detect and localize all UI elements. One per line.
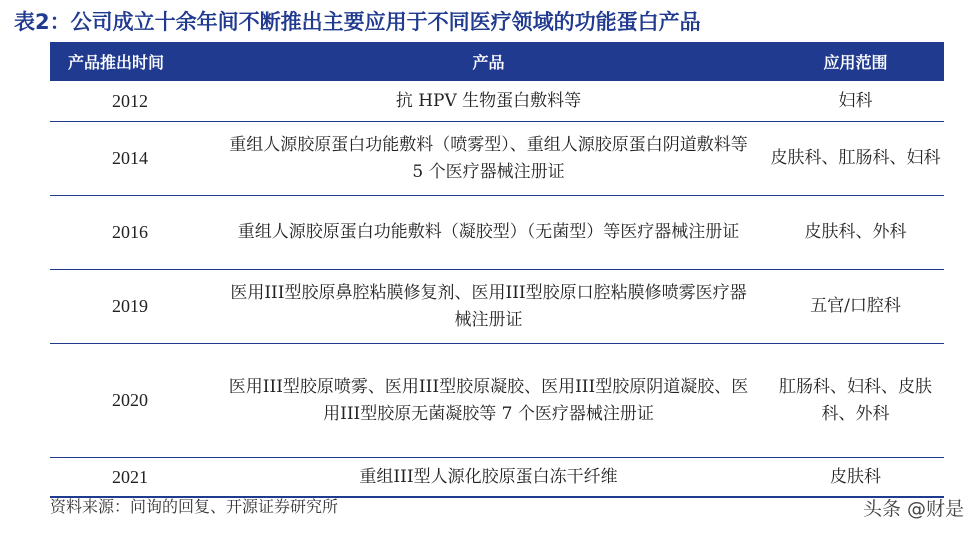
- cell-product: 抗 HPV 生物蛋白敷料等: [210, 81, 767, 122]
- cell-scope: 皮肤科、肛肠科、妇科: [767, 122, 944, 196]
- table-row: [50, 122, 944, 196]
- cell-year: 2016: [50, 196, 210, 270]
- table-row: [50, 344, 944, 458]
- cell-scope: 皮肤科、外科: [767, 196, 944, 270]
- table-header-row: [50, 42, 944, 81]
- source-note: 资料来源：问询的回复、开源证券研究所: [50, 497, 339, 516]
- table-row: [50, 270, 944, 344]
- header-scope: 应用范围: [767, 42, 944, 81]
- cell-product: 医用III型胶原鼻腔粘膜修复剂、医用III型胶原口腔粘膜修喷雾医疗器械注册证: [210, 270, 767, 344]
- table-title: 表2：公司成立十余年间不断推出主要应用于不同医疗领域的功能蛋白产品: [14, 10, 701, 34]
- table-row: [50, 458, 944, 498]
- cell-product: 医用III型胶原喷雾、医用III型胶原凝胶、医用III型胶原阴道凝胶、医用III型胶原无菌凝胶等 7 个医疗器械注册证: [210, 344, 767, 458]
- cell-product: 重组人源胶原蛋白功能敷料（凝胶型）（无菌型）等医疗器械注册证: [210, 196, 767, 270]
- cell-product: 重组III型人源化胶原蛋白冻干纤维: [210, 458, 767, 498]
- header-launch-time: 产品推出时间: [50, 42, 210, 81]
- cell-scope: 五官/口腔科: [767, 270, 944, 344]
- cell-year: 2012: [50, 81, 210, 122]
- cell-year: 2019: [50, 270, 210, 344]
- cell-product: 重组人源胶原蛋白功能敷料（喷雾型）、重组人源胶原蛋白阴道敷料等 5 个医疗器械注册证: [210, 122, 767, 196]
- cell-scope: 肛肠科、妇科、皮肤科、外科: [767, 344, 944, 458]
- header-product: 产品: [210, 42, 767, 81]
- cell-year: 2021: [50, 458, 210, 498]
- product-table: [50, 42, 944, 498]
- cell-year: 2020: [50, 344, 210, 458]
- cell-scope: 妇科: [767, 81, 944, 122]
- watermark: 头条 @财是: [862, 498, 964, 520]
- cell-scope: 皮肤科: [767, 458, 944, 498]
- table-row: [50, 196, 944, 270]
- table-row: [50, 81, 944, 122]
- cell-year: 2014: [50, 122, 210, 196]
